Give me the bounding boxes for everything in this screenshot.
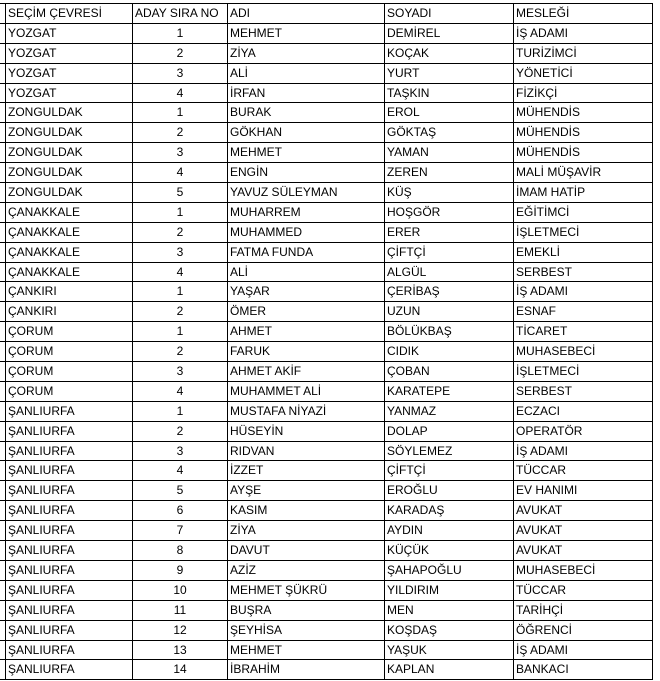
cell-meslegi[interactable]: İŞ ADAMI — [514, 442, 653, 462]
cell-soyadi[interactable]: KÜŞ — [385, 183, 514, 203]
cell-adi[interactable]: İZZET — [228, 461, 385, 481]
cell-adi[interactable]: KASIM — [228, 501, 385, 521]
cell-meslegi[interactable]: TARİHÇİ — [514, 601, 653, 621]
table-body — [0, 24, 653, 680]
cell-meslegi[interactable]: İMAM HATİP — [514, 183, 653, 203]
cell-adi[interactable]: MUSTAFA NİYAZİ — [228, 402, 385, 422]
cell-meslegi[interactable]: YÖNETİCİ — [514, 64, 653, 84]
cell-secim-cevresi[interactable]: ŞANLIURFA — [6, 442, 133, 462]
cell-adi[interactable]: BUŞRA — [228, 601, 385, 621]
header-row — [0, 4, 653, 24]
cell-meslegi[interactable]: AVUKAT — [514, 501, 653, 521]
cell-soyadi[interactable]: HOŞGÖR — [385, 203, 514, 223]
cell-meslegi[interactable]: SERBEST — [514, 382, 653, 402]
cell-aday-sira-no[interactable]: 2 — [133, 422, 228, 442]
cell-adi[interactable]: MUHARREM — [228, 203, 385, 223]
cell-adi[interactable]: ALİ — [228, 64, 385, 84]
cell-soyadi[interactable]: YANMAZ — [385, 402, 514, 422]
table-row — [0, 541, 653, 561]
table-row — [0, 521, 653, 541]
table-row — [0, 442, 653, 462]
cell-secim-cevresi[interactable]: ŞANLIURFA — [6, 521, 133, 541]
cell-secim-cevresi[interactable]: ŞANLIURFA — [6, 621, 133, 641]
cell-meslegi[interactable]: İŞLETMECİ — [514, 223, 653, 243]
cell-secim-cevresi[interactable]: ÇANAKKALE — [6, 263, 133, 283]
cell-aday-sira-no[interactable]: 1 — [133, 24, 228, 44]
cell-adi[interactable]: DAVUT — [228, 541, 385, 561]
cell-aday-sira-no[interactable]: 2 — [133, 342, 228, 362]
cell-adi[interactable]: MEHMET — [228, 24, 385, 44]
cell-aday-sira-no[interactable]: 5 — [133, 481, 228, 501]
cell-soyadi[interactable]: ÇİFTÇİ — [385, 243, 514, 263]
cell-secim-cevresi[interactable]: ŞANLIURFA — [6, 601, 133, 621]
cell-soyadi[interactable]: ÇOBAN — [385, 362, 514, 382]
cell-adi[interactable]: AYŞE — [228, 481, 385, 501]
cell-meslegi[interactable]: AVUKAT — [514, 541, 653, 561]
table-row — [0, 44, 653, 64]
cell-soyadi[interactable]: KOŞDAŞ — [385, 621, 514, 641]
cell-secim-cevresi[interactable]: ÇANAKKALE — [6, 203, 133, 223]
cell-aday-sira-no[interactable]: 7 — [133, 521, 228, 541]
cell-secim-cevresi[interactable]: ŞANLIURFA — [6, 541, 133, 561]
cell-meslegi[interactable]: BANKACI — [514, 660, 653, 680]
cell-secim-cevresi[interactable]: ŞANLIURFA — [6, 660, 133, 680]
column-header-meslegi[interactable]: MESLEĞİ — [514, 4, 653, 24]
cell-meslegi[interactable]: İŞLETMECİ — [514, 362, 653, 382]
cell-aday-sira-no[interactable]: 4 — [133, 263, 228, 283]
cell-soyadi[interactable]: GÖKTAŞ — [385, 123, 514, 143]
cell-soyadi[interactable]: KAPLAN — [385, 660, 514, 680]
cell-aday-sira-no[interactable]: 2 — [133, 302, 228, 322]
cell-aday-sira-no[interactable]: 5 — [133, 183, 228, 203]
cell-soyadi[interactable]: CIDIK — [385, 342, 514, 362]
table-row — [0, 203, 653, 223]
cell-meslegi[interactable]: OPERATÖR — [514, 422, 653, 442]
cell-secim-cevresi[interactable]: ZONGULDAK — [6, 163, 133, 183]
cell-soyadi[interactable]: KARADAŞ — [385, 501, 514, 521]
cell-meslegi[interactable]: MÜHENDİS — [514, 123, 653, 143]
cell-aday-sira-no[interactable]: 1 — [133, 282, 228, 302]
cell-soyadi[interactable]: KÜÇÜK — [385, 541, 514, 561]
cell-soyadi[interactable]: ERER — [385, 223, 514, 243]
table-row — [0, 561, 653, 581]
cell-meslegi[interactable]: TİCARET — [514, 322, 653, 342]
cell-aday-sira-no[interactable]: 3 — [133, 64, 228, 84]
cell-soyadi[interactable]: YURT — [385, 64, 514, 84]
cell-adi[interactable]: AHMET AKİF — [228, 362, 385, 382]
cell-adi[interactable]: GÖKHAN — [228, 123, 385, 143]
cell-secim-cevresi[interactable]: ŞANLIURFA — [6, 461, 133, 481]
cell-aday-sira-no[interactable]: 4 — [133, 163, 228, 183]
cell-adi[interactable]: ÖMER — [228, 302, 385, 322]
cell-soyadi[interactable]: KARATEPE — [385, 382, 514, 402]
cell-secim-cevresi[interactable]: ZONGULDAK — [6, 183, 133, 203]
cell-soyadi[interactable]: YAMAN — [385, 143, 514, 163]
cell-meslegi[interactable]: ECZACI — [514, 402, 653, 422]
cell-secim-cevresi[interactable]: ZONGULDAK — [6, 143, 133, 163]
table-row — [0, 641, 653, 661]
column-header-soyadi[interactable]: SOYADI — [385, 4, 514, 24]
cell-secim-cevresi[interactable]: ÇANAKKALE — [6, 243, 133, 263]
table-row — [0, 481, 653, 501]
cell-meslegi[interactable]: ESNAF — [514, 302, 653, 322]
cell-secim-cevresi[interactable]: ÇANAKKALE — [6, 223, 133, 243]
cell-meslegi[interactable]: FİZİKÇİ — [514, 84, 653, 104]
cell-soyadi[interactable]: BÖLÜKBAŞ — [385, 322, 514, 342]
cell-adi[interactable]: MEHMET ŞÜKRÜ — [228, 581, 385, 601]
cell-aday-sira-no[interactable]: 14 — [133, 660, 228, 680]
table-row — [0, 163, 653, 183]
cell-meslegi[interactable]: MÜHENDİS — [514, 103, 653, 123]
cell-aday-sira-no[interactable]: 6 — [133, 501, 228, 521]
cell-soyadi[interactable]: DOLAP — [385, 422, 514, 442]
cell-secim-cevresi[interactable]: ŞANLIURFA — [6, 402, 133, 422]
cell-soyadi[interactable]: SÖYLEMEZ — [385, 442, 514, 462]
cell-meslegi[interactable]: MUHASEBECİ — [514, 561, 653, 581]
cell-adi[interactable]: ZİYA — [228, 44, 385, 64]
cell-aday-sira-no[interactable]: 3 — [133, 362, 228, 382]
cell-soyadi[interactable]: AYDIN — [385, 521, 514, 541]
cell-secim-cevresi[interactable]: ÇANKIRI — [6, 302, 133, 322]
table-row — [0, 263, 653, 283]
cell-secim-cevresi[interactable]: ZONGULDAK — [6, 123, 133, 143]
cell-aday-sira-no[interactable]: 4 — [133, 84, 228, 104]
cell-aday-sira-no[interactable]: 8 — [133, 541, 228, 561]
cell-meslegi[interactable]: SERBEST — [514, 263, 653, 283]
cell-aday-sira-no[interactable]: 1 — [133, 322, 228, 342]
cell-meslegi[interactable]: TÜCCAR — [514, 581, 653, 601]
cell-adi[interactable]: AZİZ — [228, 561, 385, 581]
cell-aday-sira-no[interactable]: 4 — [133, 382, 228, 402]
cell-soyadi[interactable]: KOÇAK — [385, 44, 514, 64]
cell-aday-sira-no[interactable]: 3 — [133, 143, 228, 163]
table-row — [0, 223, 653, 243]
cell-adi[interactable]: ŞEYHİSA — [228, 621, 385, 641]
cell-adi[interactable]: MUHAMMET ALİ — [228, 382, 385, 402]
cell-adi[interactable]: İBRAHİM — [228, 660, 385, 680]
cell-adi[interactable]: İRFAN — [228, 84, 385, 104]
cell-aday-sira-no[interactable]: 2 — [133, 223, 228, 243]
cell-meslegi[interactable]: İŞ ADAMI — [514, 641, 653, 661]
cell-aday-sira-no[interactable]: 2 — [133, 44, 228, 64]
cell-soyadi[interactable]: YAŞUK — [385, 641, 514, 661]
cell-secim-cevresi[interactable]: ŞANLIURFA — [6, 481, 133, 501]
table-row — [0, 103, 653, 123]
cell-aday-sira-no[interactable]: 13 — [133, 641, 228, 661]
cell-meslegi[interactable]: İŞ ADAMI — [514, 24, 653, 44]
cell-adi[interactable]: YAŞAR — [228, 282, 385, 302]
table-row — [0, 362, 653, 382]
cell-meslegi[interactable]: AVUKAT — [514, 521, 653, 541]
cell-secim-cevresi[interactable]: ŞANLIURFA — [6, 561, 133, 581]
cell-soyadi[interactable]: MEN — [385, 601, 514, 621]
cell-aday-sira-no[interactable]: 4 — [133, 461, 228, 481]
table-row — [0, 422, 653, 442]
cell-secim-cevresi[interactable]: ŞANLIURFA — [6, 641, 133, 661]
cell-aday-sira-no[interactable]: 12 — [133, 621, 228, 641]
table-row — [0, 621, 653, 641]
cell-aday-sira-no[interactable]: 2 — [133, 123, 228, 143]
table-row — [0, 143, 653, 163]
cell-soyadi[interactable]: ÇİFTÇİ — [385, 461, 514, 481]
cell-soyadi[interactable]: ALGÜL — [385, 263, 514, 283]
table-row — [0, 243, 653, 263]
table-row — [0, 64, 653, 84]
cell-aday-sira-no[interactable]: 1 — [133, 103, 228, 123]
table-row — [0, 581, 653, 601]
cell-secim-cevresi[interactable]: YOZGAT — [6, 64, 133, 84]
table-row — [0, 322, 653, 342]
cell-adi[interactable]: BURAK — [228, 103, 385, 123]
table-row — [0, 601, 653, 621]
column-header-aday-sira-no[interactable]: ADAY SIRA NO — [133, 4, 228, 24]
cell-adi[interactable]: ALİ — [228, 263, 385, 283]
cell-aday-sira-no[interactable]: 11 — [133, 601, 228, 621]
cell-soyadi[interactable]: YILDIRIM — [385, 581, 514, 601]
cell-secim-cevresi[interactable]: YOZGAT — [6, 84, 133, 104]
cell-soyadi[interactable]: ZEREN — [385, 163, 514, 183]
cell-soyadi[interactable]: ÇERİBAŞ — [385, 282, 514, 302]
cell-soyadi[interactable]: EROĞLU — [385, 481, 514, 501]
cell-meslegi[interactable]: EV HANIMI — [514, 481, 653, 501]
column-header-adi[interactable]: ADI — [228, 4, 385, 24]
cell-adi[interactable]: MUHAMMED — [228, 223, 385, 243]
cell-meslegi[interactable]: TÜCCAR — [514, 461, 653, 481]
cell-secim-cevresi[interactable]: ŞANLIURFA — [6, 501, 133, 521]
table-row — [0, 84, 653, 104]
cell-aday-sira-no[interactable]: 9 — [133, 561, 228, 581]
cell-meslegi[interactable]: MUHASEBECİ — [514, 342, 653, 362]
table-row — [0, 660, 653, 680]
table-row — [0, 282, 653, 302]
cell-meslegi[interactable]: TURİZİMCİ — [514, 44, 653, 64]
cell-secim-cevresi[interactable]: ZONGULDAK — [6, 103, 133, 123]
cell-meslegi[interactable]: MÜHENDİS — [514, 143, 653, 163]
cell-secim-cevresi[interactable]: ÇANKIRI — [6, 282, 133, 302]
cell-secim-cevresi[interactable]: ÇORUM — [6, 322, 133, 342]
cell-soyadi[interactable]: ŞAHAPOĞLU — [385, 561, 514, 581]
cell-adi[interactable]: ZİYA — [228, 521, 385, 541]
table-row — [0, 302, 653, 322]
table-row — [0, 382, 653, 402]
cell-meslegi[interactable]: EMEKLİ — [514, 243, 653, 263]
table-row — [0, 402, 653, 422]
cell-secim-cevresi[interactable]: ÇORUM — [6, 362, 133, 382]
cell-aday-sira-no[interactable]: 3 — [133, 243, 228, 263]
cell-adi[interactable]: MEHMET — [228, 641, 385, 661]
cell-aday-sira-no[interactable]: 1 — [133, 402, 228, 422]
cell-meslegi[interactable]: İŞ ADAMI — [514, 282, 653, 302]
cell-secim-cevresi[interactable]: ŞANLIURFA — [6, 422, 133, 442]
table-row — [0, 501, 653, 521]
cell-soyadi[interactable]: EROL — [385, 103, 514, 123]
table-row — [0, 24, 653, 44]
cell-meslegi[interactable]: MALİ MÜŞAVİR — [514, 163, 653, 183]
cell-soyadi[interactable]: TAŞKIN — [385, 84, 514, 104]
spreadsheet-grid — [0, 3, 653, 680]
cell-secim-cevresi[interactable]: YOZGAT — [6, 24, 133, 44]
cell-aday-sira-no[interactable]: 1 — [133, 203, 228, 223]
cell-secim-cevresi[interactable]: ÇORUM — [6, 382, 133, 402]
cell-meslegi[interactable]: EĞİTİMCİ — [514, 203, 653, 223]
cell-secim-cevresi[interactable]: ÇORUM — [6, 342, 133, 362]
cell-adi[interactable]: YAVUZ SÜLEYMAN — [228, 183, 385, 203]
cell-adi[interactable]: RIDVAN — [228, 442, 385, 462]
table-row — [0, 123, 653, 143]
table-row — [0, 183, 653, 203]
cell-adi[interactable]: AHMET — [228, 322, 385, 342]
cell-adi[interactable]: FARUK — [228, 342, 385, 362]
cell-soyadi[interactable]: DEMİREL — [385, 24, 514, 44]
cell-adi[interactable]: HÜSEYİN — [228, 422, 385, 442]
cell-aday-sira-no[interactable]: 10 — [133, 581, 228, 601]
cell-secim-cevresi[interactable]: YOZGAT — [6, 44, 133, 64]
cell-meslegi[interactable]: ÖĞRENCİ — [514, 621, 653, 641]
cell-adi[interactable]: FATMA FUNDA — [228, 243, 385, 263]
table-row — [0, 461, 653, 481]
cell-secim-cevresi[interactable]: ŞANLIURFA — [6, 581, 133, 601]
cell-adi[interactable]: MEHMET — [228, 143, 385, 163]
column-header-secim-cevresi[interactable]: SEÇİM ÇEVRESİ — [6, 4, 133, 24]
cell-soyadi[interactable]: UZUN — [385, 302, 514, 322]
cell-adi[interactable]: ENGİN — [228, 163, 385, 183]
cell-aday-sira-no[interactable]: 3 — [133, 442, 228, 462]
table-row — [0, 342, 653, 362]
